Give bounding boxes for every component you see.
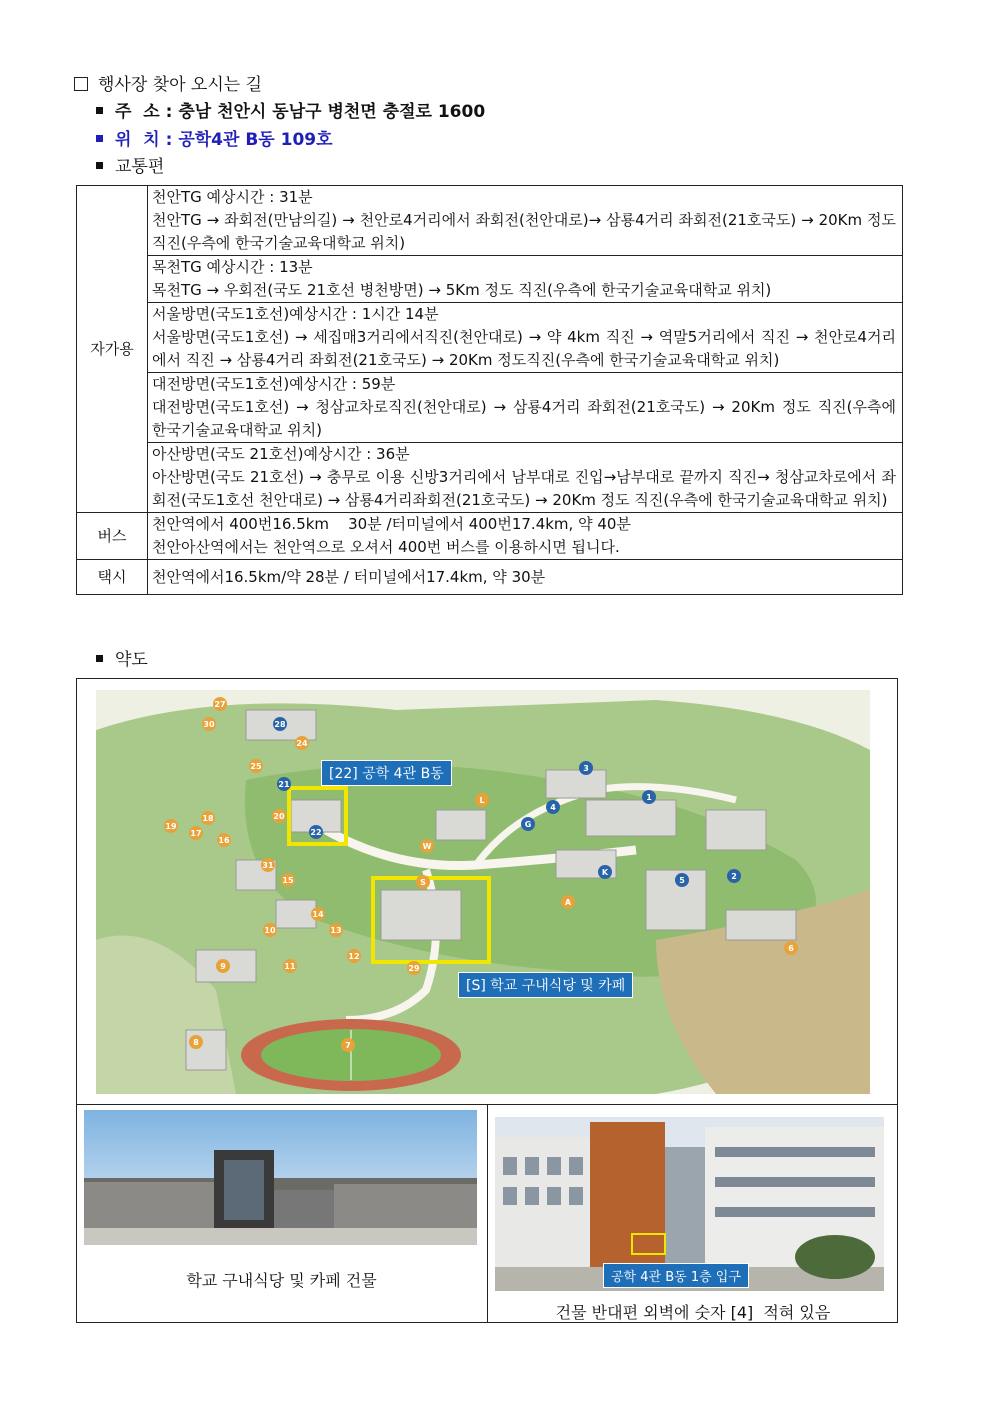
map-marker-label: 31 [262, 861, 274, 870]
car-label: 자가용 [77, 186, 148, 513]
location-line: 위 치 : 공학4관 B동 109호 [96, 125, 333, 150]
map-marker-label: 10 [264, 926, 276, 935]
map-marker-label: 14 [312, 910, 324, 919]
taxi-cell: 천안역에서16.5km/약 28분 / 터미널에서17.4km, 약 30분 [148, 560, 903, 595]
map-marker-label: 7 [345, 1041, 351, 1050]
map-marker-label: S [420, 878, 426, 887]
taxi-label: 택시 [77, 560, 148, 595]
map-marker-label: 13 [330, 926, 342, 935]
map-marker-label: 8 [193, 1038, 199, 1047]
map-marker-label: 15 [282, 876, 294, 885]
map-marker-label: 30 [203, 720, 215, 729]
campus-map [96, 690, 870, 1094]
bus-label: 버스 [77, 513, 148, 560]
map-marker-label: 19 [165, 822, 177, 831]
map-marker-label: 9 [220, 962, 226, 971]
map-marker-label: 21 [278, 780, 290, 789]
map-marker-label: 25 [250, 762, 262, 771]
divider [487, 1104, 488, 1323]
table-row [77, 186, 903, 256]
table-row [77, 303, 903, 373]
bullet-square-icon [96, 162, 103, 169]
map-label-engineering-b: [22] 공학 4관 B동 [321, 760, 452, 786]
map-marker-label: 24 [296, 739, 308, 748]
address-line: 주 소 : 충남 천안시 동남구 병천면 충절로 1600 [96, 97, 485, 122]
checkbox-square-icon [74, 77, 88, 91]
map-marker-label: 28 [274, 720, 286, 729]
cafeteria-photo [84, 1110, 477, 1245]
photo1-caption: 학교 구내식당 및 카페 건물 [186, 1271, 377, 1290]
map-marker-label: 16 [218, 836, 230, 845]
map-marker-label: 11 [284, 962, 296, 971]
bus-cell: 천안역에서 400번16.5km 30분 /터미널에서 400번17.4km, 약 40분 천안아산역에서는 천안역으로 오셔서 400번 버스를 이용하시면 됩니다. [148, 513, 903, 560]
route-cell: 서울방면(국도1호선)예상시간 : 1시간 14분 서울방면(국도1호선) → 세집매3거리에서직진(천안대로) → 약 4km 직진 → 역말5거리에서 직진 → 천안로4거리에서 직진 → 삼룡4거리 좌회전(21호국도) → 20Km 정도직진(우측에 한국기술교육대학교 위치) [148, 303, 903, 373]
map-marker-label: 27 [214, 700, 226, 709]
route-cell: 천안TG 예상시간 : 31분 천안TG → 좌회전(만남의길) → 천안로4거리에서 좌회전(천안대로)→ 삼룡4거리 좌회전(21호국도) → 20Km 정도 직진(우측에 한국기술교육대학교 위치) [148, 186, 903, 256]
map-marker-label: 22 [310, 828, 322, 837]
table-row [77, 443, 903, 513]
transport-table [76, 185, 903, 595]
cafeteria-building-image [84, 1110, 477, 1245]
map-marker-label: 5 [679, 876, 685, 885]
photo2-caption: 건물 반대편 외벽에 숫자 [4] 적혀 있음 [555, 1303, 831, 1322]
table-row [77, 560, 903, 595]
table-row [77, 373, 903, 443]
map-marker-label: 29 [408, 964, 420, 973]
bullet-square-icon [96, 655, 103, 662]
map-marker-label: 20 [273, 812, 285, 821]
route-cell: 아산방면(국도 21호선)예상시간 : 36분 아산방면(국도 21호선) → 충무로 이용 신방3거리에서 남부대로 진입→남부대로 끝까지 직진→ 청삼교차로에서 좌회전(국도1호선 천안대로) → 삼룡4거리좌회전(21호국도) → 20Km 정도 직진(우측에 한국기술교육대학교 위치) [148, 443, 903, 513]
engineering-b-entrance-photo [495, 1117, 884, 1291]
route-cell: 목천TG 예상시간 : 13분 목천TG → 우회전(국도 21호선 병천방면) → 5Km 정도 직진(우측에 한국기술교육대학교 위치) [148, 256, 903, 303]
map-title: 약도 [96, 645, 148, 670]
map-marker-label: 1 [646, 793, 652, 802]
bullet-square-icon [96, 107, 103, 114]
map-marker-label: 4 [550, 803, 556, 812]
entrance-label: 공학 4관 B동 1층 입구 [603, 1263, 749, 1288]
map-marker-label: 3 [583, 764, 589, 773]
page-heading: 행사장 찾아 오시는 길 [74, 70, 262, 95]
campus-map-illustration [96, 690, 870, 1094]
route-cell: 대전방면(국도1호선)예상시간 : 59분 대전방면(국도1호선) → 청삼교차로직진(천안대로) → 삼룡4거리 좌회전(21호국도) → 20Km 정도 직진(우측에 한국기술교육대학교 위치) [148, 373, 903, 443]
map-marker-label: 17 [190, 829, 202, 838]
bullet-square-icon [96, 135, 103, 142]
table-row [77, 513, 903, 560]
map-label-cafeteria: [S] 학교 구내식당 및 카페 [458, 972, 633, 998]
map-marker-label: G [524, 820, 532, 829]
map-marker-label: K [601, 868, 609, 877]
map-marker-label: 2 [731, 872, 737, 881]
map-marker-label: 18 [202, 814, 214, 823]
map-marker-label: W [422, 842, 432, 851]
map-marker-label: 6 [788, 944, 794, 953]
table-row [77, 256, 903, 303]
map-marker-label: A [564, 898, 572, 907]
map-marker-label: 12 [348, 952, 360, 961]
map-marker-label: L [479, 796, 485, 805]
traffic-title: 교통편 [96, 152, 164, 177]
